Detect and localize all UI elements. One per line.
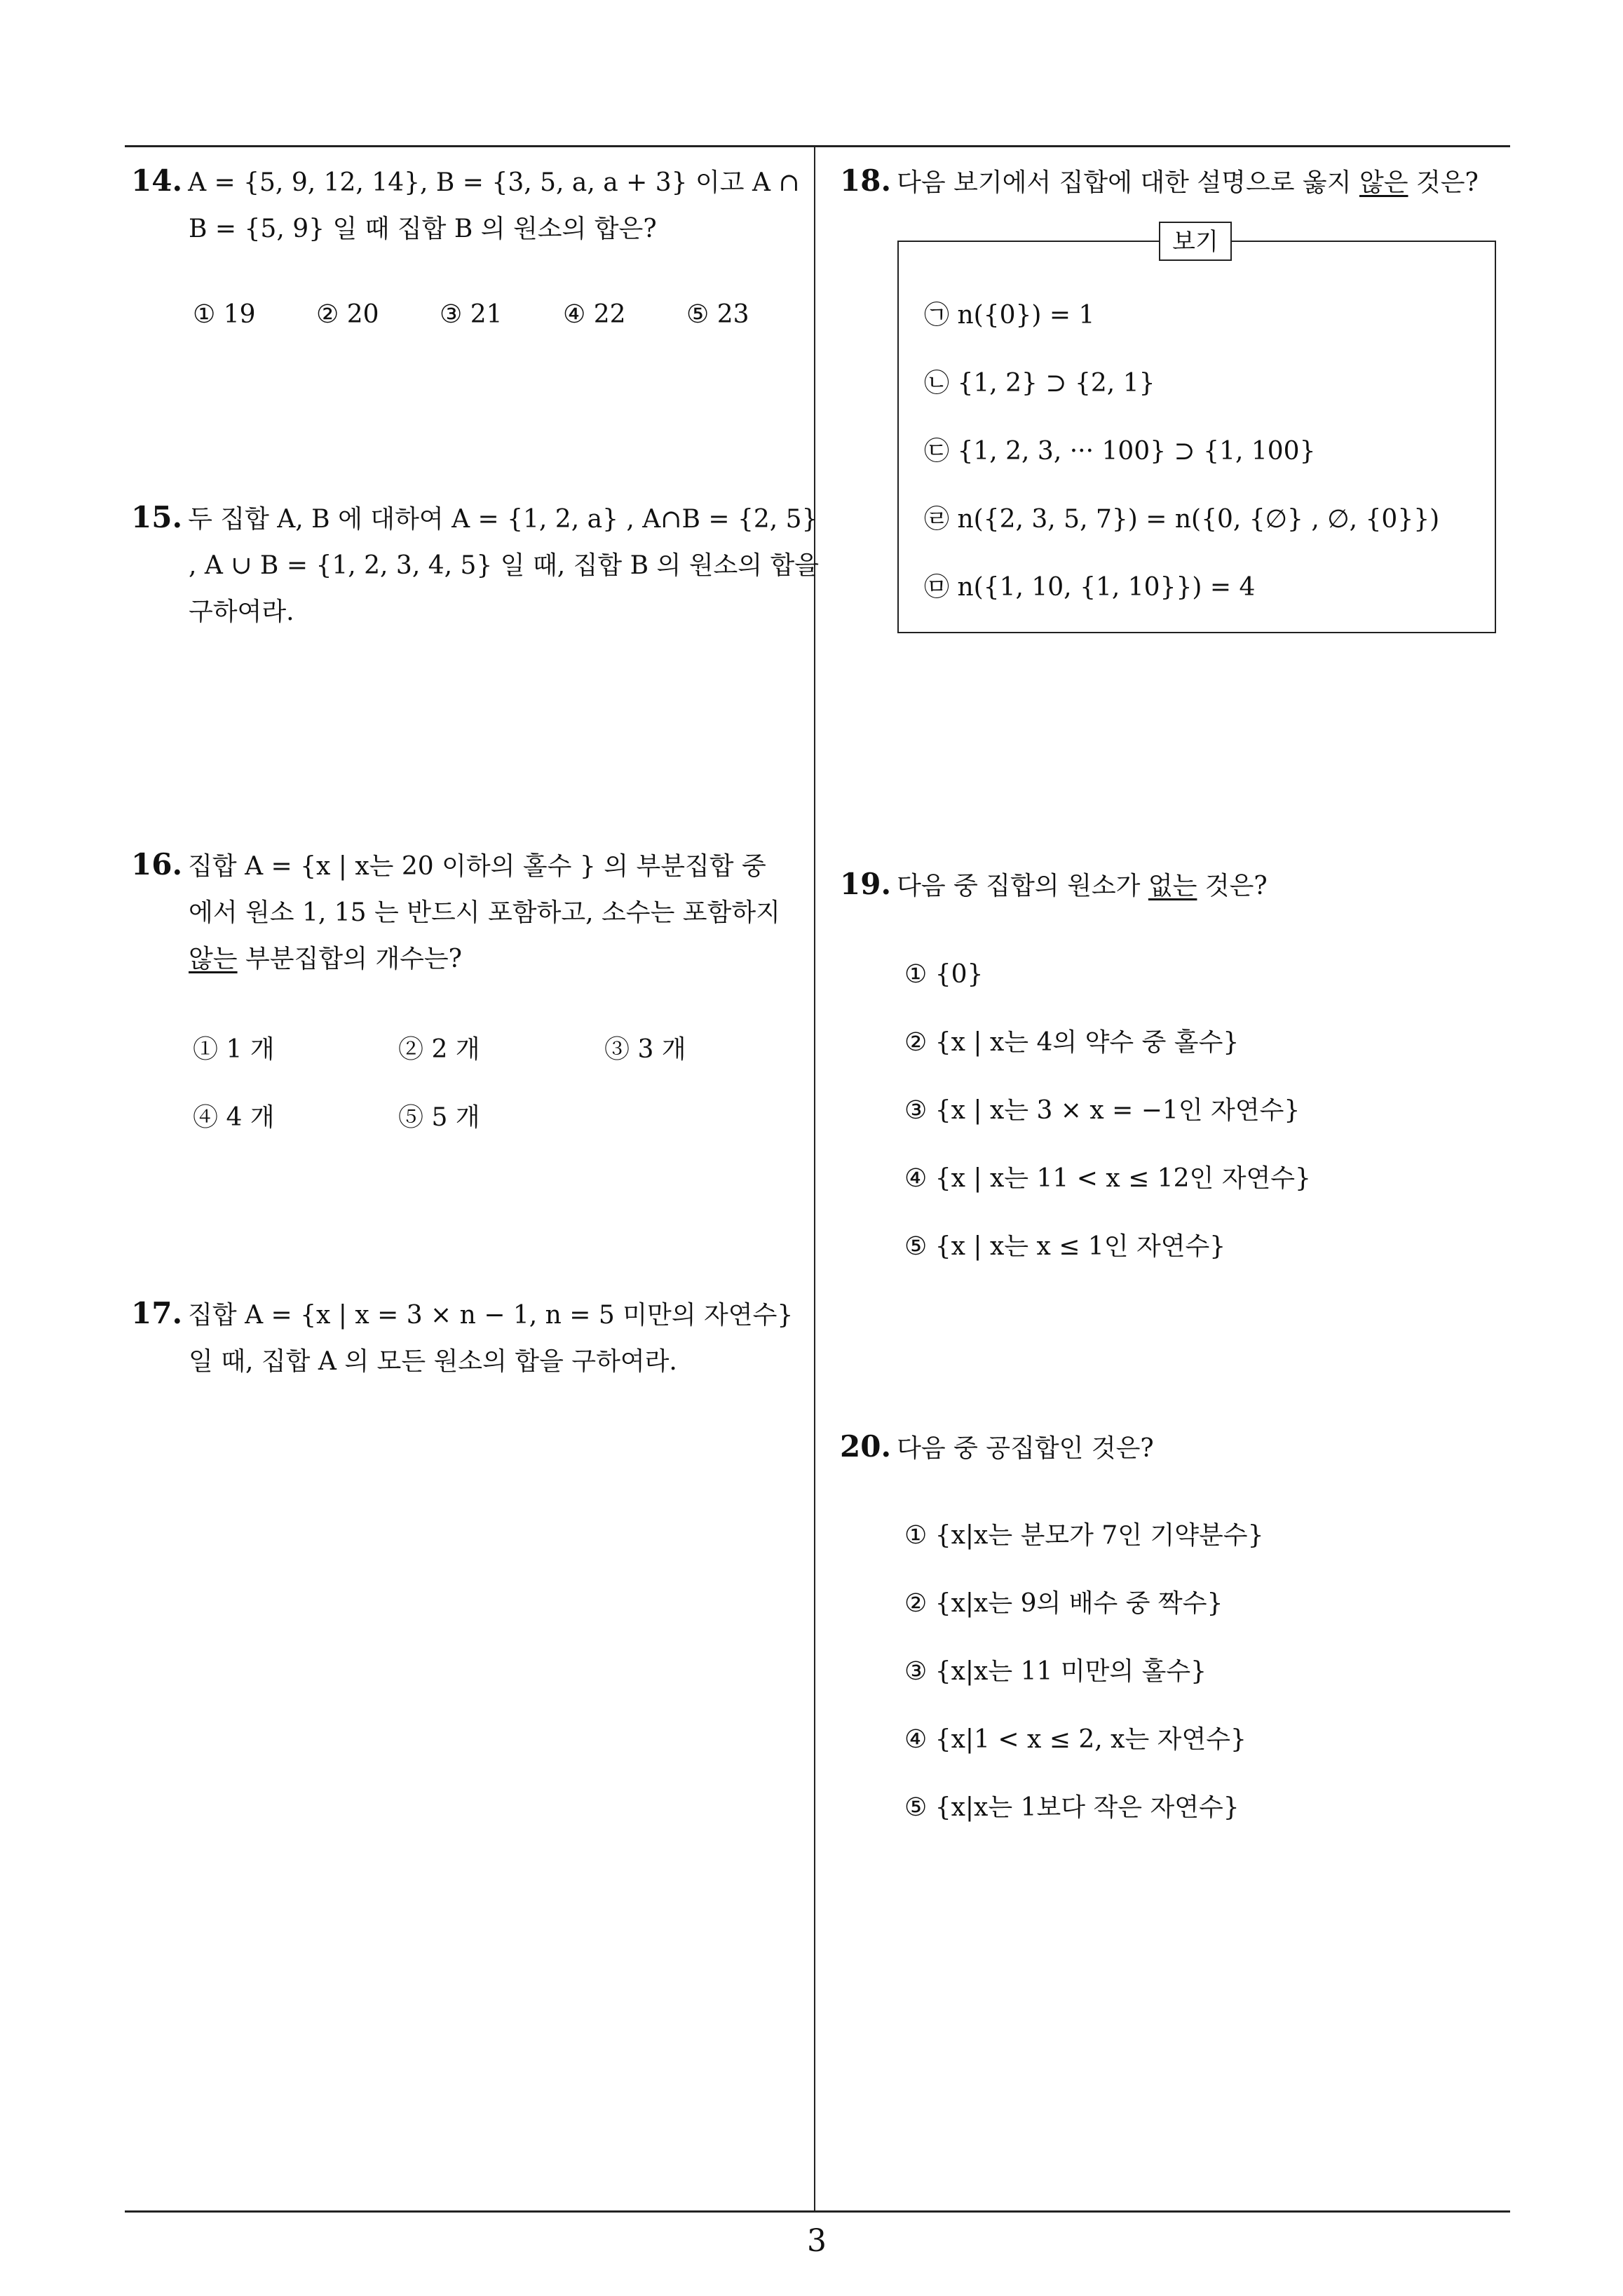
question-18-text-end: 것은? <box>1408 168 1479 197</box>
q20-option-1[interactable]: ① {x|x는 분모가 7인 기약분수} <box>904 1521 1264 1550</box>
q14-option-3[interactable]: ③ 21 <box>440 300 503 329</box>
question-16 <box>131 842 804 982</box>
question-17 <box>131 1290 804 1385</box>
question-17-line1: 집합 A = {x | x = 3 × n − 1, n = 5 미만의 자연수} <box>188 1301 794 1330</box>
question-19-underlined: 없는 <box>1148 872 1197 900</box>
question-15-number: 15. <box>131 500 183 534</box>
question-15-line2: , A ∪ B = {1, 2, 3, 4, 5} 일 때, 집합 B 의 원소의 합을 <box>189 551 820 580</box>
question-16-line2: 에서 원소 1, 15 는 반드시 포함하고, 소수는 포함하지 <box>189 898 780 927</box>
question-16-underlined: 않는 <box>189 945 238 973</box>
q14-option-1[interactable]: ① 19 <box>193 300 256 329</box>
question-14-number: 14. <box>131 163 183 198</box>
bogi-item-4: ㉣ n({2, 3, 5, 7}) = n({0, {∅} , ∅, {0}}) <box>924 505 1440 534</box>
question-19-number: 19. <box>840 867 892 901</box>
question-20-text: 다음 중 공집합인 것은? <box>897 1434 1154 1463</box>
q14-option-4[interactable]: ④ 22 <box>563 300 626 329</box>
q16-option-2[interactable]: ② 2 개 <box>398 1035 480 1064</box>
question-20-number: 20. <box>840 1429 892 1464</box>
question-15-line3: 구하여라. <box>189 597 294 626</box>
q16-option-5[interactable]: ⑤ 5 개 <box>398 1103 480 1132</box>
question-19-options <box>904 954 1311 1294</box>
q19-option-4[interactable]: ④ {x | x는 11 < x ≤ 12인 자연수} <box>904 1164 1311 1193</box>
q20-option-3[interactable]: ③ {x|x는 11 미만의 홀수} <box>904 1657 1207 1686</box>
question-19-text: 다음 중 집합의 원소가 <box>897 872 1148 900</box>
q19-option-1[interactable]: ① {0} <box>904 960 984 989</box>
q20-option-5[interactable]: ⑤ {x|x는 1보다 작은 자연수} <box>904 1793 1240 1822</box>
bogi-item-2: ㉡ {1, 2} ⊃ {2, 1} <box>924 369 1155 398</box>
bogi-item-5: ㉤ n({1, 10, {1, 10}}) = 4 <box>924 573 1256 602</box>
bogi-items <box>924 295 1439 635</box>
question-19-text-end: 것은? <box>1197 872 1268 900</box>
question-14-line1: A = {5, 9, 12, 14}, B = {3, 5, a, a + 3} 이고 A ∩ <box>188 168 800 197</box>
bogi-label: 보기 <box>1159 222 1232 261</box>
q16-option-3[interactable]: ③ 3 개 <box>604 1035 686 1064</box>
question-16-line3: 부분집합의 개수는? <box>237 945 462 973</box>
question-19 <box>840 861 1513 910</box>
question-18 <box>840 158 1513 206</box>
question-15-line1: 두 집합 A, B 에 대하여 A = {1, 2, a} , A∩B = {2, 5} <box>188 505 818 534</box>
q20-option-2[interactable]: ② {x|x는 9의 배수 중 짝수} <box>904 1589 1223 1618</box>
column-divider <box>814 145 815 2212</box>
question-17-line2: 일 때, 집합 A 의 모든 원소의 합을 구하여라. <box>189 1347 677 1376</box>
bogi-item-1: ㉠ n({0}) = 1 <box>924 301 1095 330</box>
q14-option-2[interactable]: ② 20 <box>316 300 379 329</box>
question-16-line1: 집합 A = {x | x는 20 이하의 홀수 } 의 부분집합 중 <box>188 852 766 881</box>
q20-option-4[interactable]: ④ {x|1 < x ≤ 2, x는 자연수} <box>904 1725 1247 1754</box>
question-20 <box>840 1424 1513 1472</box>
question-18-underlined: 않은 <box>1359 168 1408 197</box>
q16-option-4[interactable]: ④ 4 개 <box>193 1103 275 1132</box>
q19-option-2[interactable]: ② {x | x는 4의 약수 중 홀수} <box>904 1028 1240 1057</box>
page-number: 3 <box>807 2223 827 2259</box>
question-18-text: 다음 보기에서 집합에 대한 설명으로 옳지 <box>897 168 1359 197</box>
bogi-item-3: ㉢ {1, 2, 3, ··· 100} ⊃ {1, 100} <box>924 437 1316 466</box>
q14-option-5[interactable]: ⑤ 23 <box>686 300 749 329</box>
bottom-rule <box>125 2210 1510 2213</box>
question-15 <box>131 494 820 635</box>
question-14-line2: B = {5, 9} 일 때 집합 B 의 원소의 합은? <box>189 215 657 243</box>
question-18-number: 18. <box>840 163 892 198</box>
question-16-number: 16. <box>131 847 183 882</box>
top-rule <box>125 145 1510 147</box>
question-14 <box>131 158 804 252</box>
question-20-options <box>904 1515 1263 1855</box>
q19-option-5[interactable]: ⑤ {x | x는 x ≤ 1인 자연수} <box>904 1232 1226 1261</box>
q19-option-3[interactable]: ③ {x | x는 3 × x = −1인 자연수} <box>904 1096 1301 1125</box>
question-17-number: 17. <box>131 1296 183 1330</box>
q16-option-1[interactable]: ① 1 개 <box>193 1035 275 1064</box>
